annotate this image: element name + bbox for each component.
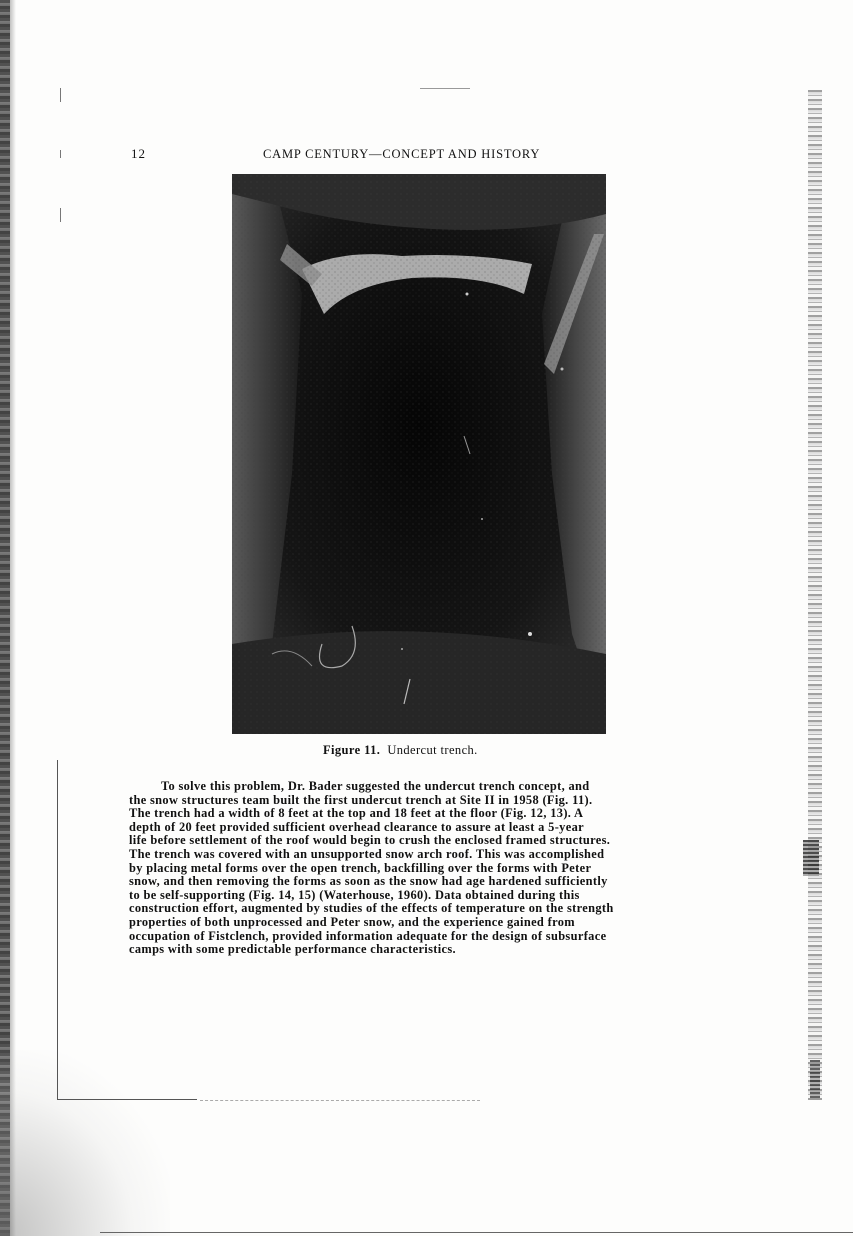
text-line: occupation of Fistclench, provided information adequate for the design of subsurface [129,928,607,943]
figure-caption-text: Undercut trench. [387,743,478,757]
right-scan-edge [808,90,822,1100]
text-line: the snow structures team built the first undercut trench at Site II in 1958 (Fig. 11). [129,792,593,807]
text-line: The trench had a width of 8 feet at the top and 18 feet at the floor (Fig. 12, 13). A [129,806,584,821]
text-line: to be self-supporting (Fig. 14, 15) (Waterhouse, 1960). Data obtained during this [129,887,580,902]
figure-photo-undercut-trench [232,174,606,734]
bottom-margin-rule [57,1099,197,1100]
text-line: snow, and then removing the forms as soon as the snow had age hardened sufficiently [129,874,608,889]
right-scan-mark-lower [810,1060,820,1100]
right-scan-mark [803,840,819,876]
text-line: camps with some predictable performance characteristics. [129,942,456,957]
text-line: The trench was covered with an unsupported snow arch roof. This was accomplished [129,846,605,861]
page-number: 12 [131,146,146,161]
text-line: construction effort, augmented by studies of the effects of temperature on the strength [129,901,614,916]
margin-tick [60,88,61,102]
text-line: depth of 20 feet provided sufficient overhead clearance to assure at least a 5-year [129,819,584,834]
margin-rule [57,760,58,1100]
top-scan-dash [420,88,470,89]
margin-tick [60,208,61,222]
figure-caption [323,743,478,758]
corner-smudge [0,1050,170,1236]
running-header: CAMP CENTURY—CONCEPT AND HISTORY [263,147,541,161]
text-line: life before settlement of the roof would begin to crush the enclosed framed structures. [129,833,611,848]
body-paragraph [129,780,729,957]
margin-tick [60,150,61,158]
figure-label: Figure 11. [323,743,381,757]
text-line: To solve this problem, Dr. Bader suggested the undercut trench concept, and [161,779,590,793]
page-bottom-line [100,1232,853,1233]
bottom-dashed-rule [200,1100,480,1102]
text-line: by placing metal forms over the open trench, backfilling over the forms with Peter [129,860,592,875]
text-line: properties of both unprocessed and Peter snow, and the experience gained from [129,914,575,929]
